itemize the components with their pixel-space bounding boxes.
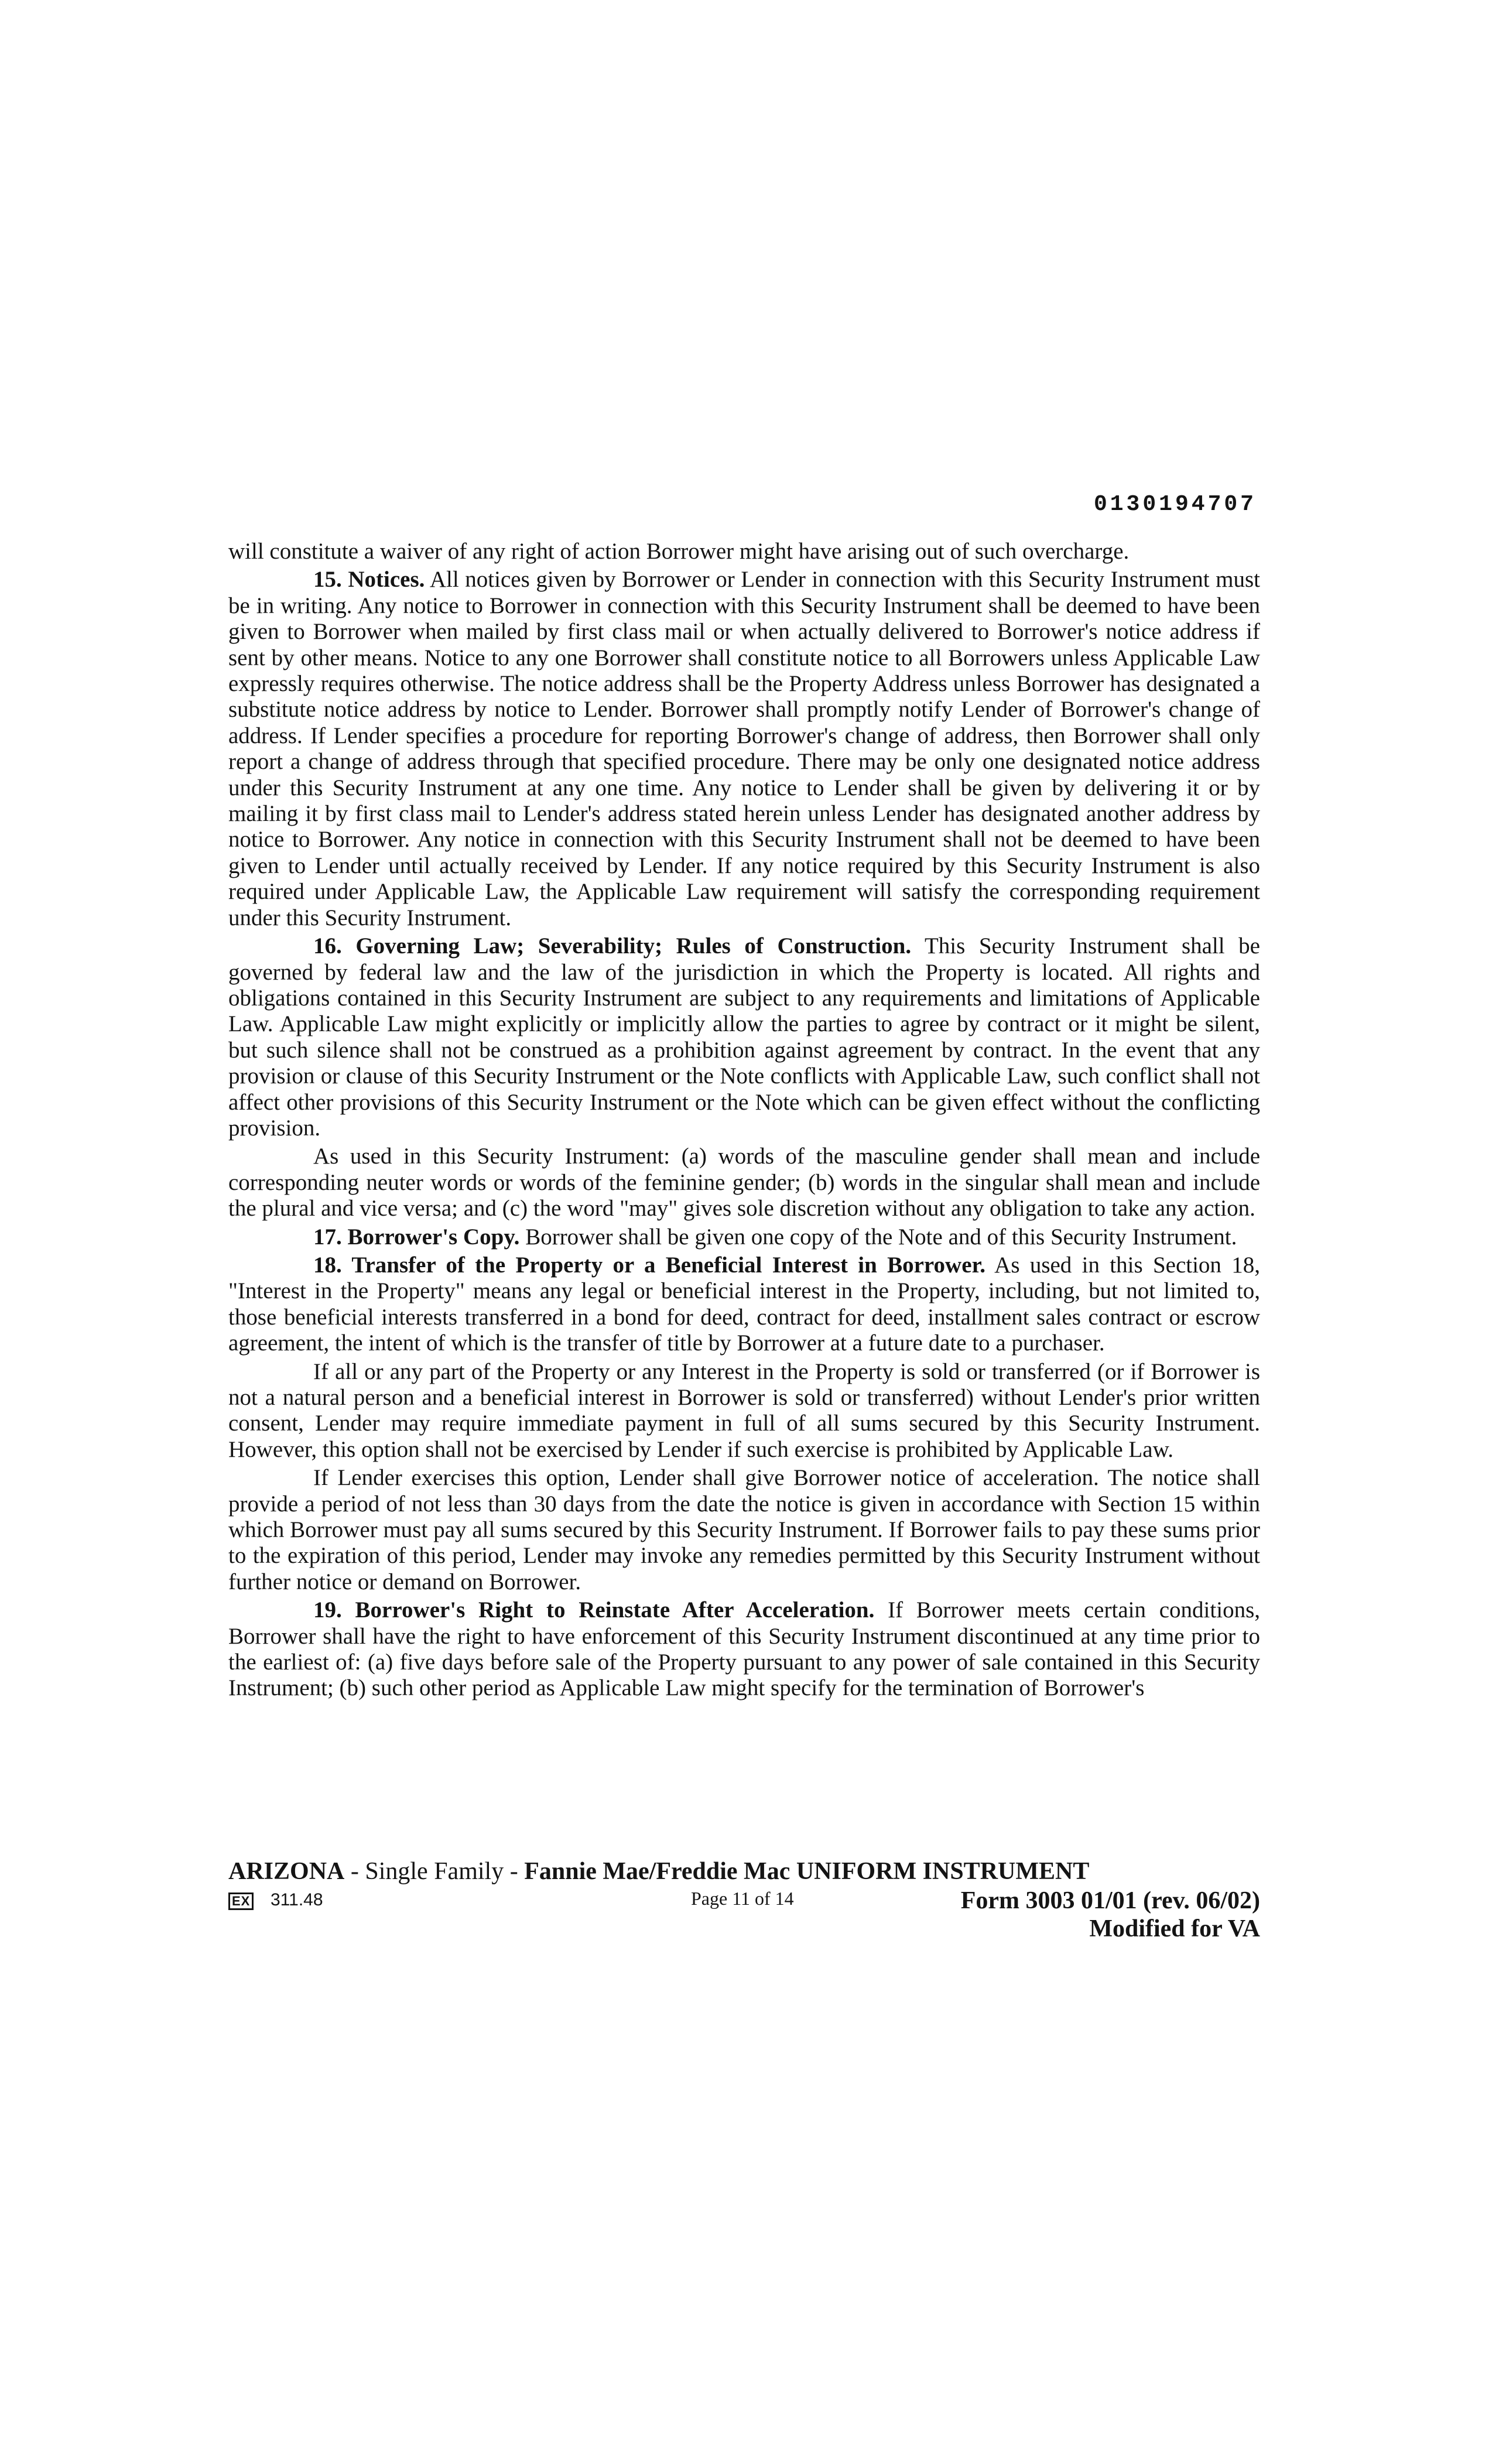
footer-separator: - <box>504 1858 525 1885</box>
page-number: Page 11 of 14 <box>691 1888 794 1909</box>
footer-separator: - <box>344 1858 365 1885</box>
paragraph-text: As used in this Security Instrument: (a) words of the masculine gender shall mean and include corresponding neuter words or words of the feminine gender; (b) words in the singular shall mean and include the plural and vice versa; and (c) the word "may" gives sole discretion without any obligation to take any action. <box>228 1144 1260 1221</box>
section-heading: 18. Transfer of the Property or a Beneficial Interest in Borrower. <box>313 1252 985 1278</box>
footer-state: ARIZONA <box>228 1858 345 1885</box>
paragraph-overcharge-end <box>228 539 1260 564</box>
paragraph-text: As used in this Section 18, "Interest in the Property" means any legal or beneficial interest in the Property, including, but not limited to, those beneficial interests transferred in a bond for deed, contract for deed, installment sales contract or escrow agreement, the intent of which is the transfer of title by Borrower at a future date to a purchaser. <box>228 1252 1260 1356</box>
form-identifier: Form 3003 01/01 (rev. 06/02) <box>960 1887 1260 1914</box>
footer-family: Single Family <box>365 1858 504 1885</box>
section-16-governing-law <box>228 933 1260 1141</box>
paragraph-text: This Security Instrument shall be governed by federal law and the law of the jurisdiction in which the Property is located. All rights and obligations contained in this Security Instrument are subject to any requirements and limitations of Applicable Law. Applicable Law might explicitly or implicitly allow the parties to agree by contract or it might be silent, but such silence shall not be construed as a prohibition against agreement by contract. In the event that any provision or clause of this Security Instrument or the Note conflicts with Applicable Law, such conflict shall not affect other provisions of this Security Instrument or the Note which can be given effect without the conflicting provision. <box>228 933 1260 1141</box>
footer-instrument: Fannie Mae/Freddie Mac UNIFORM INSTRUMENT <box>524 1858 1090 1885</box>
section-16-construction-rules <box>228 1144 1260 1221</box>
paragraph-text: If Lender exercises this option, Lender shall give Borrower notice of acceleration. The notice shall provide a period of not less than 30 days from the date the notice is given in accordance with Section 15 within which Borrower must pay all sums secured by this Security Instrument. If Borrower fails to pay these sums prior to the expiration of this period, Lender may invoke any remedies permitted by this Security Instrument without further notice or demand on Borrower. <box>228 1465 1260 1594</box>
paragraph-text: Borrower shall be given one copy of the Note and of this Security Instrument. <box>519 1224 1237 1250</box>
section-heading: 19. Borrower's Right to Reinstate After Acceleration. <box>313 1597 875 1623</box>
section-18-transfer <box>228 1252 1260 1357</box>
paragraph-text: If all or any part of the Property or any Interest in the Property is sold or transferred (or if Borrower is not a natural person and a beneficial interest in Borrower is sold or transferred) without Lender's prior written consent, Lender may require immediate payment in full of all sums secured by this Security Instrument. However, this option shall not be exercised by Lender if such exercise is prohibited by Applicable Law. <box>228 1358 1260 1462</box>
document-body <box>228 539 1260 1702</box>
modified-note: Modified for VA <box>1089 1915 1260 1942</box>
paragraph-text: will constitute a waiver of any right of action Borrower might have arising out of such overcharge. <box>228 539 1130 564</box>
section-18-sale-consent <box>228 1359 1260 1463</box>
document-number: 0130194707 <box>1093 492 1257 517</box>
section-15-notices <box>228 567 1260 931</box>
footer-instrument-line <box>228 1857 1260 1885</box>
footer-form-code: 311.48 <box>271 1890 323 1909</box>
paragraph-text: All notices given by Borrower or Lender in connection with this Security Instrument must be in writing. Any notice to Borrower in connection with this Security Instrument shall be deemed to have been given to Borrower when mailed by first class mail or when actually delivered to Borrower's notice address if sent by other means. Notice to any one Borrower shall constitute notice to all Borrowers unless Applicable Law expressly requires otherwise. The notice address shall be the Property Address unless Borrower has designated a substitute notice address by notice to Lender. Borrower shall promptly notify Lender of Borrower's change of address. If Lender specifies a procedure for reporting Borrower's change of address, then Borrower shall only report a change of address through that specified procedure. There may be only one designated notice address under this Security Instrument at any one time. Any notice to Lender shall be given by delivering it or by mailing it by first class mail to Lender's address stated herein unless Lender has designated another address by notice to Borrower. Any notice in connection with this Security Instrument shall not be deemed to have been given to Lender until actually received by Lender. If any notice required by this Security Instrument is also required under Applicable Law, the Applicable Law requirement will satisfy the corresponding requirement under this Security Instrument. <box>228 567 1260 930</box>
page-footer <box>228 1857 1260 1943</box>
section-heading: 16. Governing Law; Severability; Rules of Construction. <box>313 933 912 959</box>
paragraph-text: If Borrower meets certain conditions, Borrower shall have the right to have enforcement of this Security Instrument discontinued at any time prior to the earliest of: (a) five days before sale of the Property pursuant to any power of sale contained in this Security Instrument; (b) such other period as Applicable Law might specify for the termination of Borrower's <box>228 1597 1260 1701</box>
footer-form-row <box>228 1887 1260 1915</box>
ex-logo-icon: EX <box>228 1893 254 1910</box>
section-heading: 17. Borrower's Copy. <box>313 1224 520 1250</box>
section-17-borrowers-copy <box>228 1224 1260 1250</box>
section-18-acceleration-notice <box>228 1465 1260 1595</box>
section-heading: 15. Notices. <box>313 567 425 593</box>
section-19-reinstate <box>228 1597 1260 1702</box>
